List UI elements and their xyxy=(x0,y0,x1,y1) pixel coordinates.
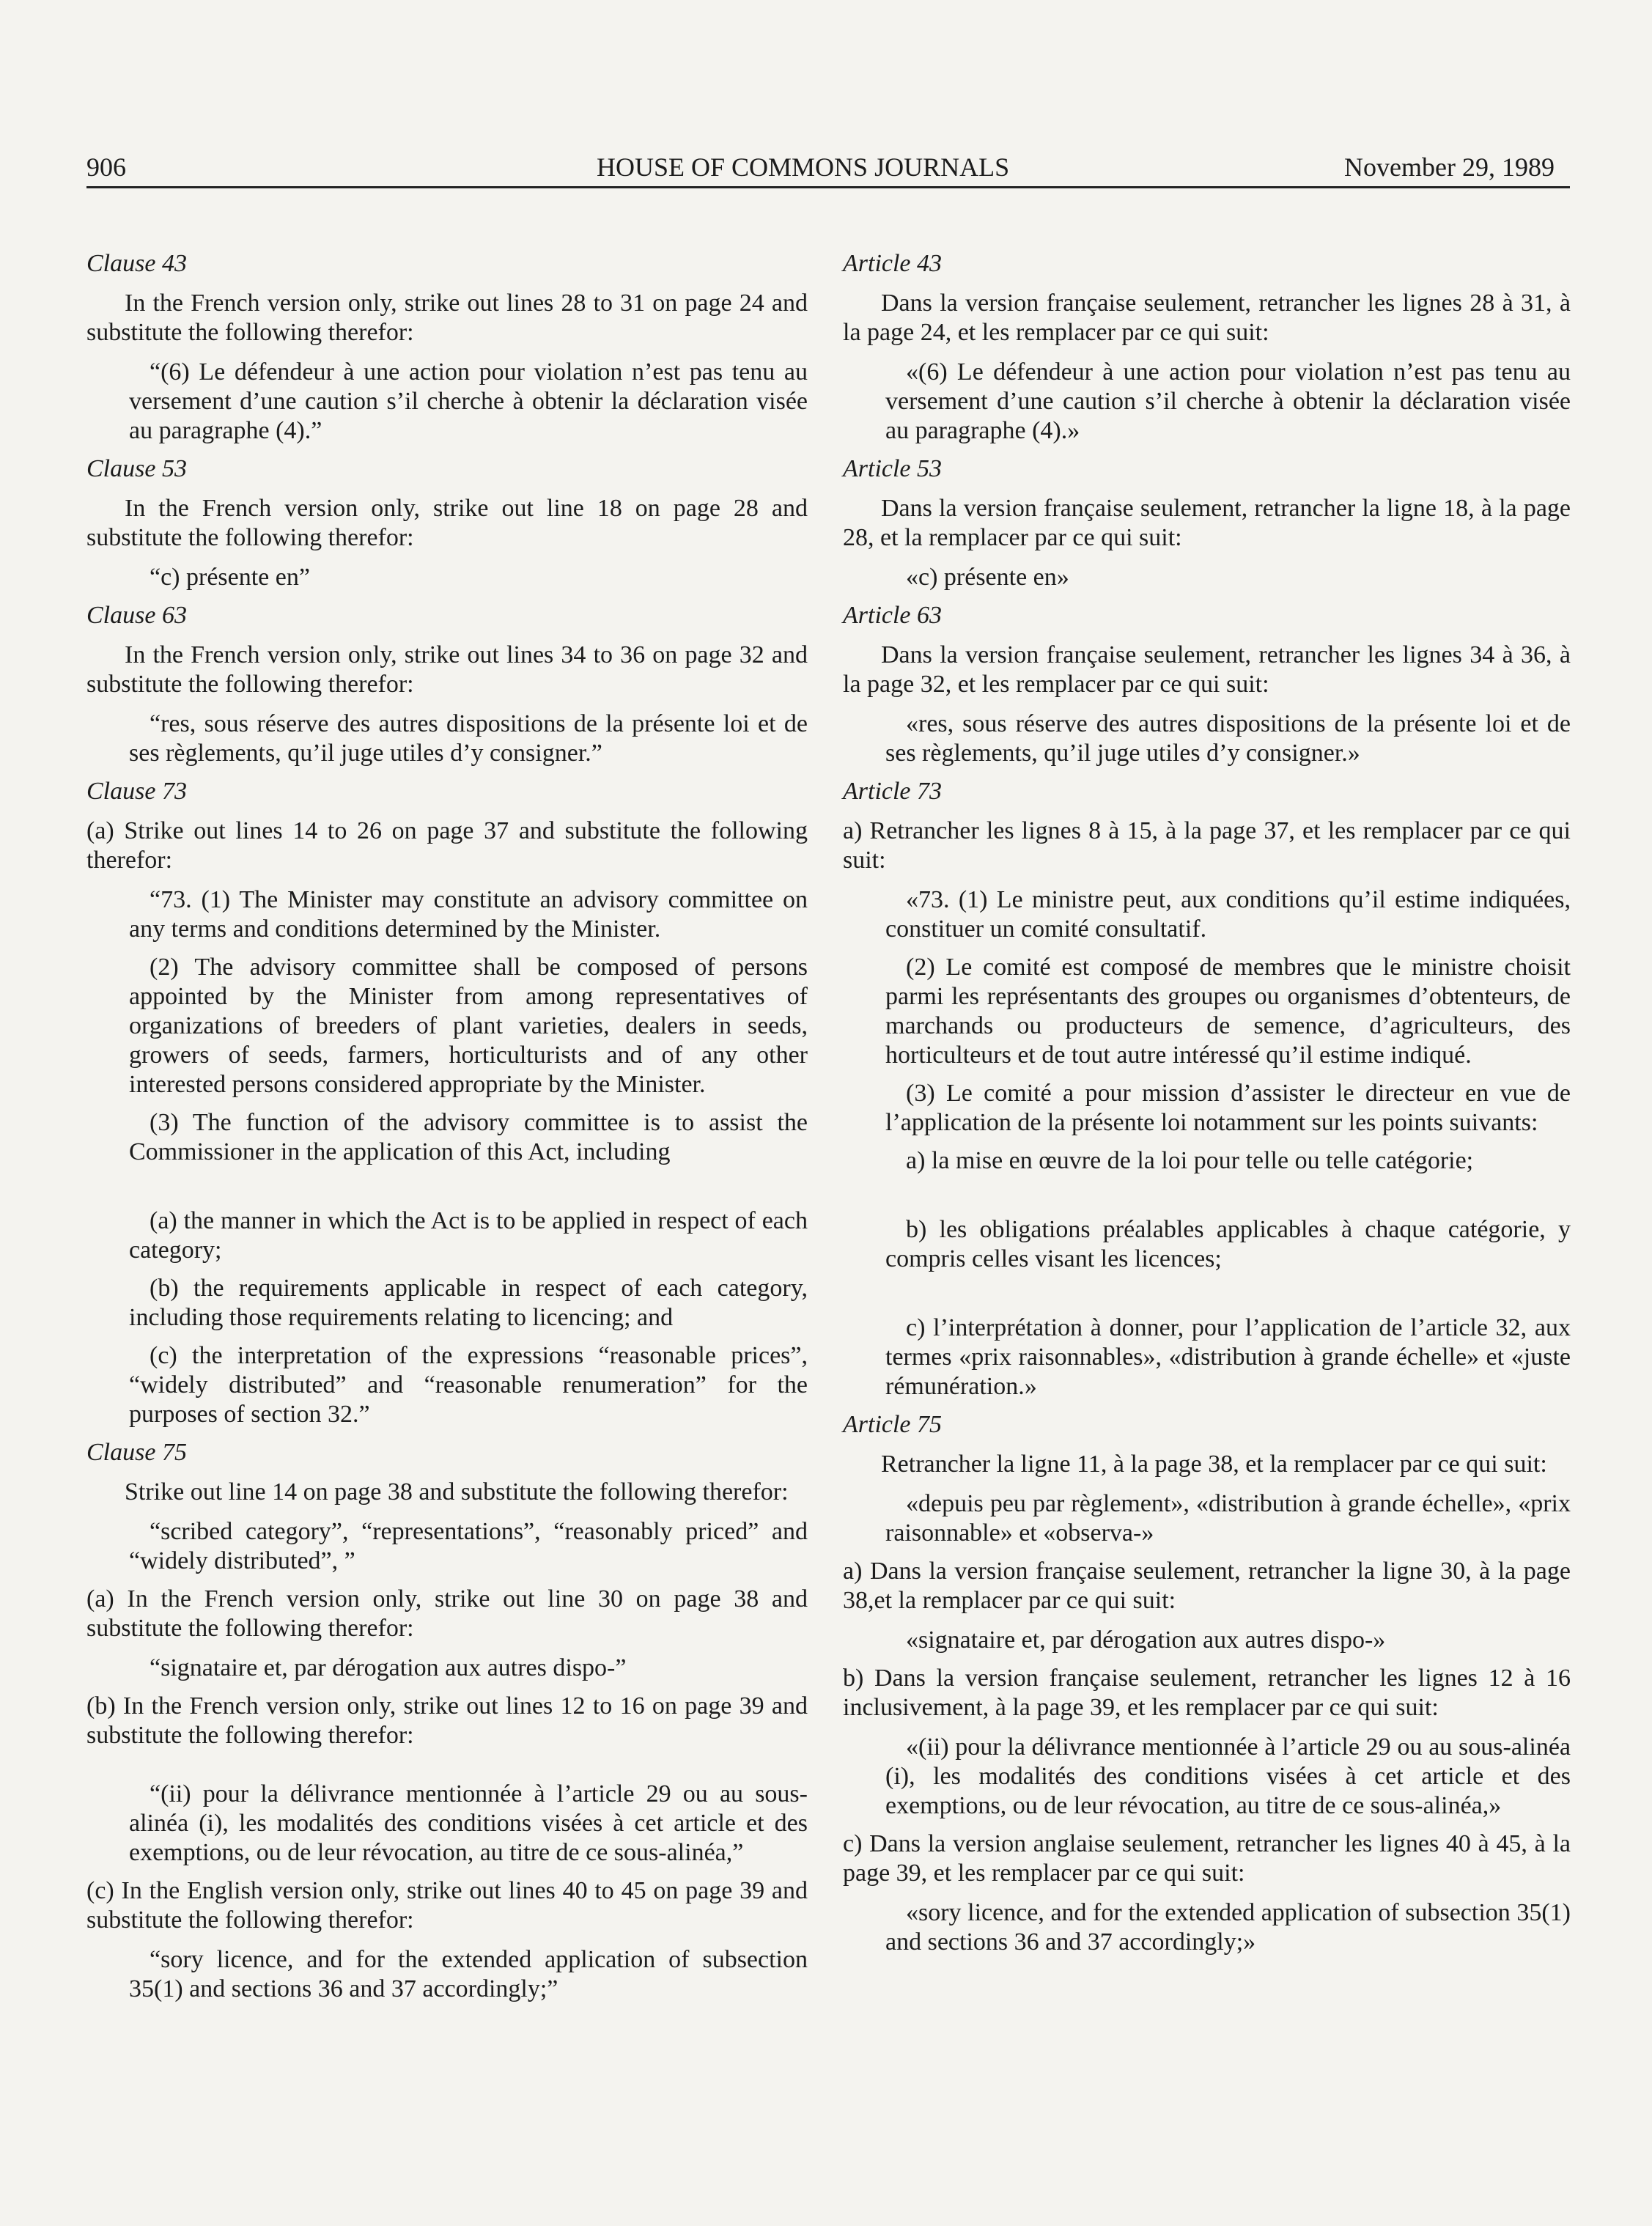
clause-heading: Clause 53 xyxy=(86,455,187,482)
clause-heading: Clause 75 xyxy=(86,1439,187,1466)
substituted-text: “sory licence, and for the extended application of subsection 35(1) and sections 36 and 37 accordingly;” xyxy=(129,1946,808,2002)
journal-title: HOUSE OF COMMONS JOURNALS xyxy=(597,152,1010,182)
substituted-text: «depuis peu par règlement», «distribution à grande échelle», «prix raisonnable» et «observa-» xyxy=(885,1490,1571,1547)
substituted-text: “scribed category”, “representations”, “reasonably priced” and “widely distributed”, ” xyxy=(129,1518,808,1574)
amendment-instruction: (a) Strike out lines 14 to 26 on page 37 and substitute the following therefor: xyxy=(86,817,808,874)
amendment-instruction: In the French version only, strike out lines 34 to 36 on page 32 and substitute the following therefor: xyxy=(86,641,808,698)
amendment-instruction: (a) In the French version only, strike out line 30 on page 38 and substitute the following therefor: xyxy=(86,1585,808,1642)
substituted-item: a) la mise en œuvre de la loi pour telle ou telle catégorie; xyxy=(906,1147,1474,1174)
substituted-text: «c) présente en» xyxy=(906,564,1069,591)
substituted-text: “(ii) pour la délivrance mentionnée à l’article 29 ou au sous-alinéa (i), les modalités des conditions visées à cet article et des exemptions, ou de leur révocation, au titre de ce sous-alinéa,” xyxy=(129,1780,808,1866)
article-heading: Article 73 xyxy=(843,778,943,805)
french-column xyxy=(843,249,1571,1966)
article-heading: Article 75 xyxy=(843,1411,943,1438)
substituted-text: «res, sous réserve des autres dispositions de la présente loi et de ses règlements, qu’il juge utiles d’y consigner.» xyxy=(885,710,1571,767)
amendment-instruction: a) Retrancher les lignes 8 à 15, à la page 37, et les remplacer par ce qui suit: xyxy=(843,817,1571,874)
substituted-text: (3) Le comité a pour mission d’assister le directeur en vue de l’application de la présente loi notamment sur les points suivants: xyxy=(885,1080,1571,1136)
page-number: 906 xyxy=(86,152,126,182)
article-heading: Article 43 xyxy=(843,250,943,277)
english-column xyxy=(86,249,808,2013)
substituted-text: (2) Le comité est composé de membres que le ministre choisit parmi les représentants des groupes ou organismes d’obtenteurs, de marchands ou producteurs de semence, d’agriculteurs, des horticulteurs et de tout autre intéressé qu’il estime indiqué. xyxy=(885,954,1571,1069)
article-heading: Article 63 xyxy=(843,602,943,629)
amendment-instruction: Strike out line 14 on page 38 and substitute the following therefor: xyxy=(125,1478,789,1506)
substituted-text: “signataire et, par dérogation aux autres dispo-” xyxy=(150,1654,627,1681)
substituted-text: «73. (1) Le ministre peut, aux conditions qu’il estime indiquées, constituer un comité consultatif. xyxy=(885,886,1571,943)
amendment-instruction: a) Dans la version française seulement, retrancher la ligne 30, à la page 38,et la remplacer par ce qui suit: xyxy=(843,1558,1571,1614)
amendment-instruction: (c) In the English version only, strike out lines 40 to 45 on page 39 and substitute the following therefor: xyxy=(86,1877,808,1934)
clause-heading: Clause 73 xyxy=(86,778,187,805)
substituted-item: c) l’interprétation à donner, pour l’application de l’article 32, aux termes «prix raisonnables», «distribution à grande échelle» et «juste rémunération.» xyxy=(885,1314,1571,1400)
substituted-text: «(6) Le défendeur à une action pour violation n’est pas tenu au versement d’une caution s’il cherche à obtenir la déclaration visée au paragraphe (4).» xyxy=(885,358,1571,444)
substituted-item: b) les obligations préalables applicables à chaque catégorie, y compris celles visant les licences; xyxy=(885,1216,1571,1272)
amendment-instruction: Retrancher la ligne 11, à la page 38, et la remplacer par ce qui suit: xyxy=(881,1451,1547,1478)
clause-heading: Clause 63 xyxy=(86,602,187,629)
substituted-item: (a) the manner in which the Act is to be applied in respect of each category; xyxy=(129,1207,808,1264)
substituted-text: “res, sous réserve des autres dispositions de la présente loi et de ses règlements, qu’il juge utiles d’y consigner.” xyxy=(129,710,808,767)
amendment-instruction: In the French version only, strike out lines 28 to 31 on page 24 and substitute the following therefor: xyxy=(86,290,808,346)
amendment-instruction: In the French version only, strike out line 18 on page 28 and substitute the following therefor: xyxy=(86,495,808,551)
substituted-item: (b) the requirements applicable in respect of each category, including those requirements relating to licencing; and xyxy=(129,1275,808,1331)
substituted-text: “(6) Le défendeur à une action pour violation n’est pas tenu au versement d’une caution s’il cherche à obtenir la déclaration visée au paragraphe (4).” xyxy=(129,358,808,444)
substituted-text: (3) The function of the advisory committee is to assist the Commissioner in the application of this Act, including xyxy=(129,1109,808,1165)
substituted-item: (c) the interpretation of the expressions “reasonable prices”, “widely distributed” and “reasonable renumeration” for the purposes of section 32.” xyxy=(129,1342,808,1428)
amendment-instruction: (b) In the French version only, strike out lines 12 to 16 on page 39 and substitute the following therefor: xyxy=(86,1692,808,1749)
amendment-instruction: b) Dans la version française seulement, retrancher les lignes 12 à 16 inclusivement, à la page 39, et les remplacer par ce qui suit: xyxy=(843,1665,1571,1721)
substituted-text: “73. (1) The Minister may constitute an advisory committee on any terms and conditions determined by the Minister. xyxy=(129,886,808,943)
amendment-instruction: c) Dans la version anglaise seulement, retrancher les lignes 40 à 45, à la page 39, et les remplacer par ce qui suit: xyxy=(843,1830,1571,1887)
substituted-text: «signataire et, par dérogation aux autres dispo-» xyxy=(906,1626,1386,1654)
amendment-instruction: Dans la version française seulement, retrancher les lignes 28 à 31, à la page 24, et les remplacer par ce qui suit: xyxy=(843,290,1571,346)
journal-date: November 29, 1989 xyxy=(1344,152,1555,182)
substituted-text: «(ii) pour la délivrance mentionnée à l’article 29 ou au sous-alinéa (i), les modalités des conditions visées à cet article et des exemptions, ou de leur révocation, au titre de ce sous-alinéa,» xyxy=(885,1733,1571,1819)
amendment-instruction: Dans la version française seulement, retrancher la ligne 18, à la page 28, et la remplacer par ce qui suit: xyxy=(843,495,1571,551)
substituted-text: «sory licence, and for the extended application of subsection 35(1) and sections 36 and 37 accordingly;» xyxy=(885,1899,1571,1956)
substituted-text: “c) présente en” xyxy=(150,564,310,591)
substituted-text: (2) The advisory committee shall be composed of persons appointed by the Minister from among representatives of organizations of breeders of plant varieties, dealers in seeds, growers of seeds, farmers, horticulturists and of any other interested persons considered appropriate by the Minister. xyxy=(129,954,808,1098)
article-heading: Article 53 xyxy=(843,455,943,482)
header-rule xyxy=(86,186,1570,188)
clause-heading: Clause 43 xyxy=(86,250,187,277)
amendment-instruction: Dans la version française seulement, retrancher les lignes 34 à 36, à la page 32, et les remplacer par ce qui suit: xyxy=(843,641,1571,698)
